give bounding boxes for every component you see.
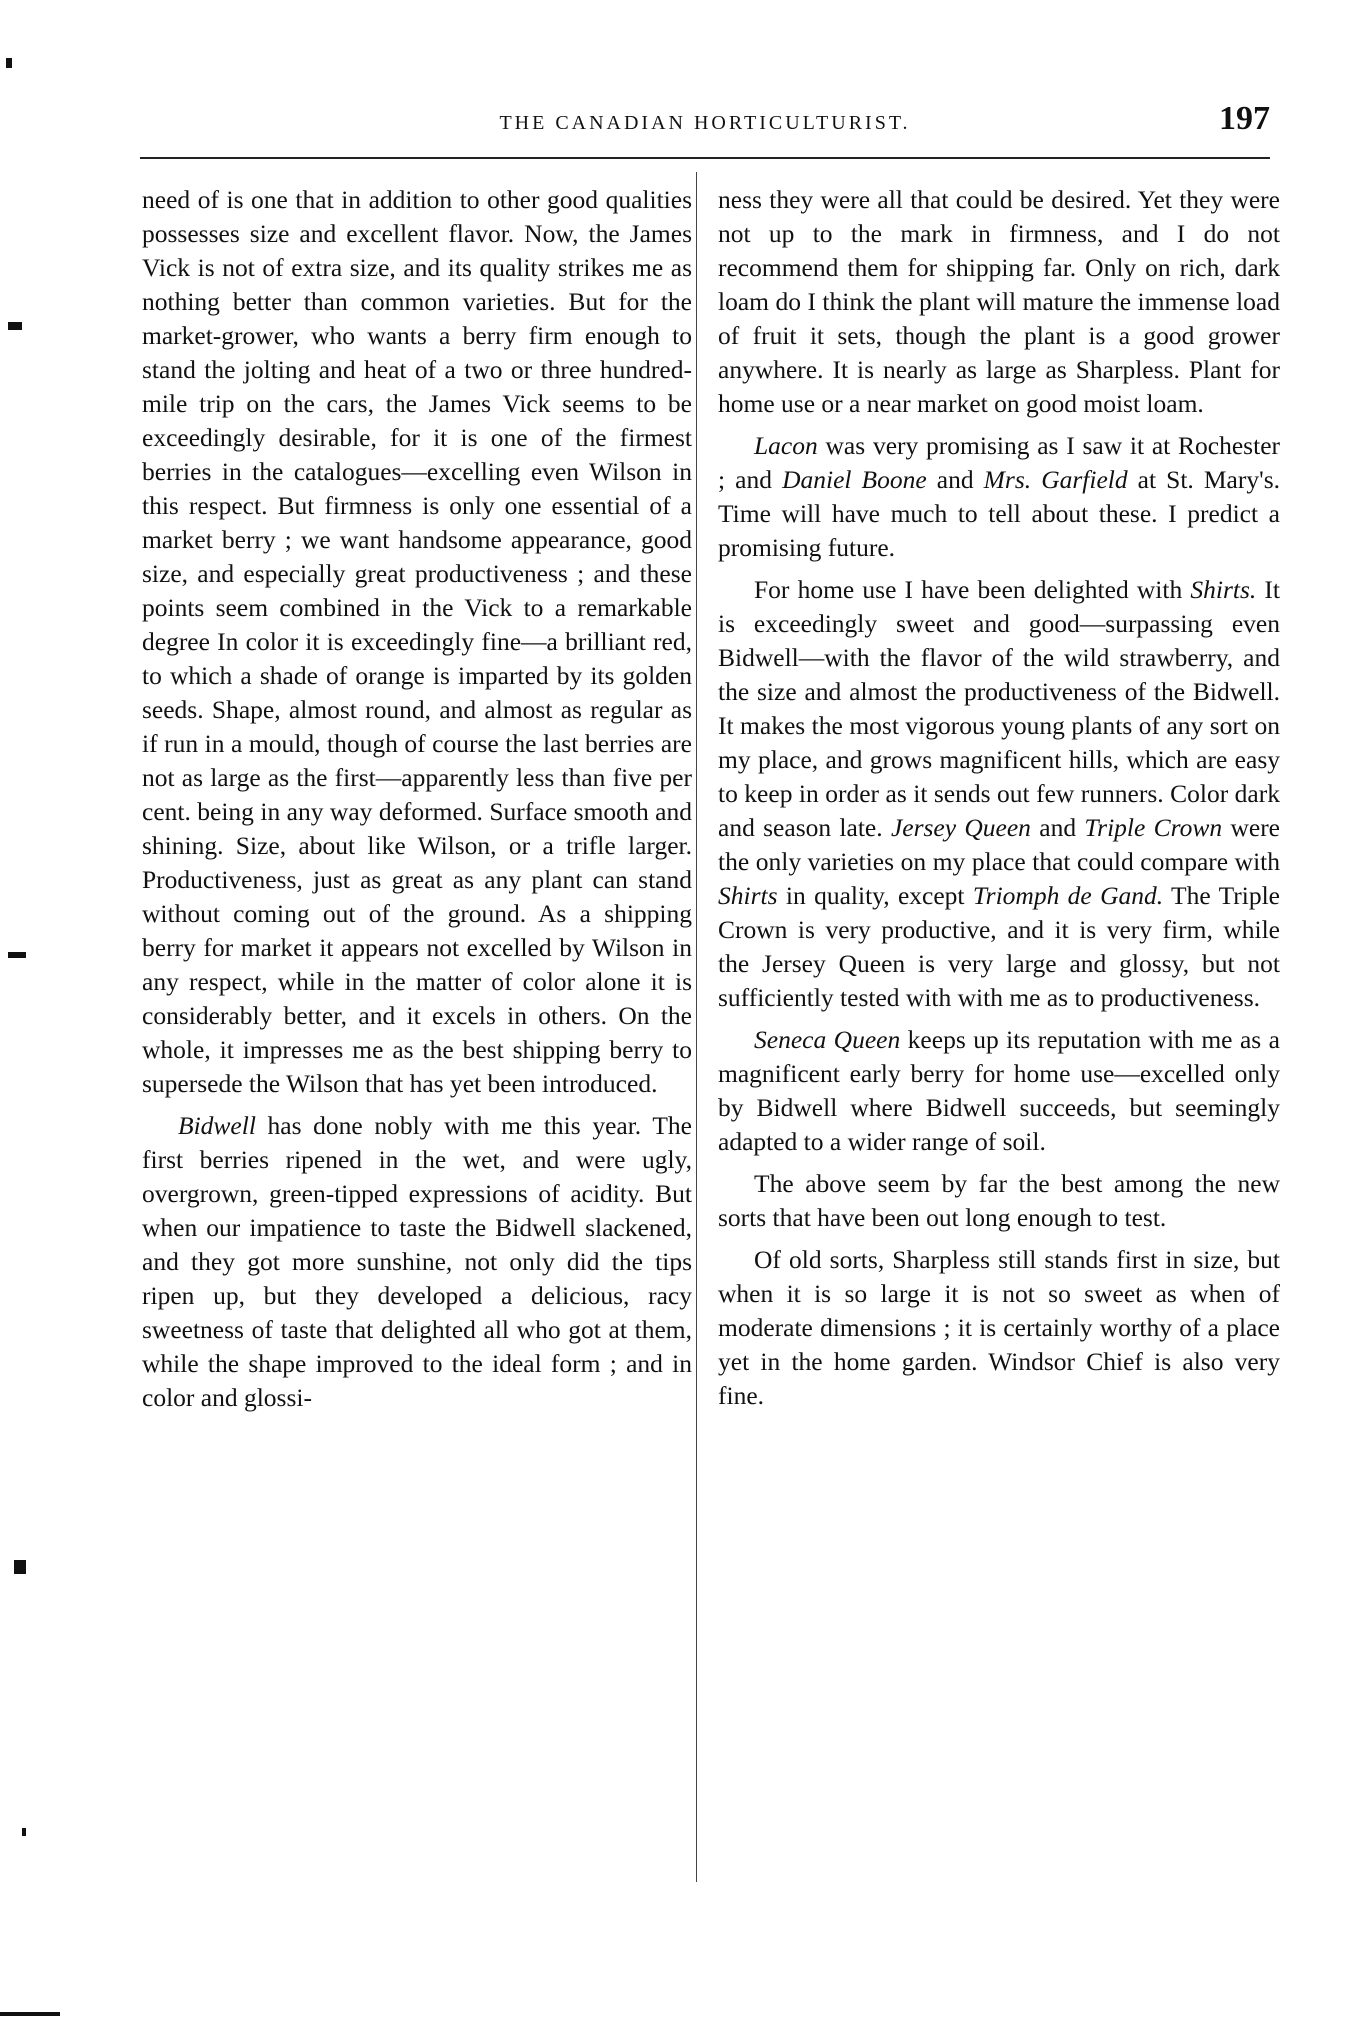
margin-mark-5	[22, 1828, 26, 1836]
paragraph-2-text-c: at St. Mary's. Time will have much to tell about these. I predict a promising future.	[718, 465, 1280, 562]
column-divider	[696, 172, 697, 1882]
right-paragraph-4	[718, 1023, 1280, 1159]
left-paragraph-2-text: has done nobly with me this year. The first berries ripened in the wet, and were ugly, overgrown, green-tipped expressions of acidity. But when our impatience to taste the Bidwell slackened, and they got more sunshine, not only did the tips ripen up, but they developed a delicious, racy sweetness of taste that delighted all who got at them, while the shape improved to the ideal form ; and in color and glossi-	[142, 1111, 692, 1412]
margin-mark-1	[6, 58, 12, 68]
paragraph-3-text-a: For home use I have been delighted with	[754, 575, 1191, 604]
paragraph-3-text-c: and	[1030, 813, 1085, 842]
paragraph-2-text-b: and	[926, 465, 984, 494]
right-column	[718, 183, 1280, 1421]
variety-name-shirts: Shirts.	[1190, 575, 1257, 604]
margin-mark-4	[14, 1560, 26, 1574]
paragraph-3-text-b: It is exceedingly sweet and good—surpassing even Bidwell—with the flavor of the wild strawberry, and the size and almost the productiveness of the Bidwell. It makes the most vigorous young plants of any sort on my place, and grows magnificent hills, which are easy to keep in order as it sends out few runners. Color dark and season late.	[718, 575, 1281, 842]
right-paragraph-5: The above seem by far the best among the new sorts that have been out long enough to test.	[718, 1169, 1280, 1232]
left-paragraph-2	[142, 1109, 692, 1415]
variety-name-triple-crown: Triple Crown	[1084, 813, 1223, 842]
variety-name-mrs-garfield: Mrs. Garfield	[983, 465, 1128, 494]
left-paragraph-1: need of is one that in addition to other good qualities possesses size and excellent flavor. Now, the James Vick is not of extra size, and its quality strikes me as nothing better than common varieties. But for the market-grower, who wants a berry firm enough to stand the jolting and heat of a two or three hundred-mile trip on the cars, the James Vick seems to be exceedingly desirable, for it is one of the firmest berries in the catalogues—excelling even Wilson in this respect. But firmness is only one essential of a market berry ; we want handsome appearance, good size, and especially great productiveness ; and these points seem combined in the Vick to a remarkable degree In color it is exceedingly fine—a brilliant red, to which a shade of orange is imparted by its golden seeds. Shape, almost round, and almost as regular as if run in a mould, though of course the last berries are not as large as the first—apparently less than five per cent. being in any way deformed. Surface smooth and shining. Size, about like Wilson, or a trifle larger. Productiveness, just as great as any plant can stand without coming out of the ground. As a shipping berry for market it appears not excelled by Wilson in any respect, while in the matter of color alone it is considerably better, and it excels in others. On the whole, it impresses me as the best shipping berry to supersede the Wilson that has yet been introduced.	[142, 185, 692, 1098]
header-rule	[140, 157, 1270, 159]
left-column	[142, 183, 692, 1423]
right-paragraph-1: ness they were all that could be desired. Yet they were not up to the mark in firmness, and I do not recommend them for shipping far. Only on rich, dark loam do I think the plant will mature the immense load of fruit it sets, though the plant is a good grower anywhere. It is nearly as large as Sharpless. Plant for home use or a near market on good moist loam.	[718, 185, 1280, 418]
variety-name-triomph-de-gand: Triomph de Gand.	[972, 881, 1164, 910]
margin-mark-2	[8, 322, 22, 330]
paragraph-3-text-d: were the only varieties on my place that could compare with	[718, 813, 1281, 876]
margin-mark-6	[0, 2012, 60, 2016]
paragraph-3-text-e: in quality, except	[777, 881, 973, 910]
paragraph-3-text-f: The Triple Crown is very productive, and it is very firm, while the Jersey Queen is very large and glossy, but not sufficiently tested with with me as to productiveness.	[718, 881, 1280, 1012]
right-paragraph-3	[718, 573, 1280, 1015]
page-number: 197	[1219, 100, 1270, 137]
margin-mark-3	[8, 952, 26, 958]
variety-name-seneca-queen: Seneca Queen	[754, 1025, 901, 1054]
running-head	[140, 100, 1270, 150]
variety-name-shirts-2: Shirts	[718, 881, 778, 910]
right-paragraph-2	[718, 429, 1280, 565]
running-title: THE CANADIAN HORTICULTURIST.	[499, 112, 911, 134]
right-paragraph-6: Of old sorts, Sharpless still stands first in size, but when it is so large it is not so sweet as when of moderate dimensions ; it is certainly worthy of a place yet in the home garden. Windsor Chief is also very fine.	[718, 1245, 1280, 1410]
variety-name-daniel-boone: Daniel Boone	[782, 465, 927, 494]
variety-name-jersey-queen: Jersey Queen	[890, 813, 1031, 842]
paragraph-2-text-a: was very promising as I saw it at Rochester ; and	[718, 431, 1280, 494]
paragraph-4-text: keeps up its reputation with me as a magnificent early berry for home use—excelled only by Bidwell where Bidwell succeeds, but seemingly adapted to a wider range of soil.	[718, 1025, 1280, 1156]
variety-name-lacon: Lacon	[754, 431, 818, 460]
variety-name-bidwell: Bidwell	[178, 1111, 256, 1140]
